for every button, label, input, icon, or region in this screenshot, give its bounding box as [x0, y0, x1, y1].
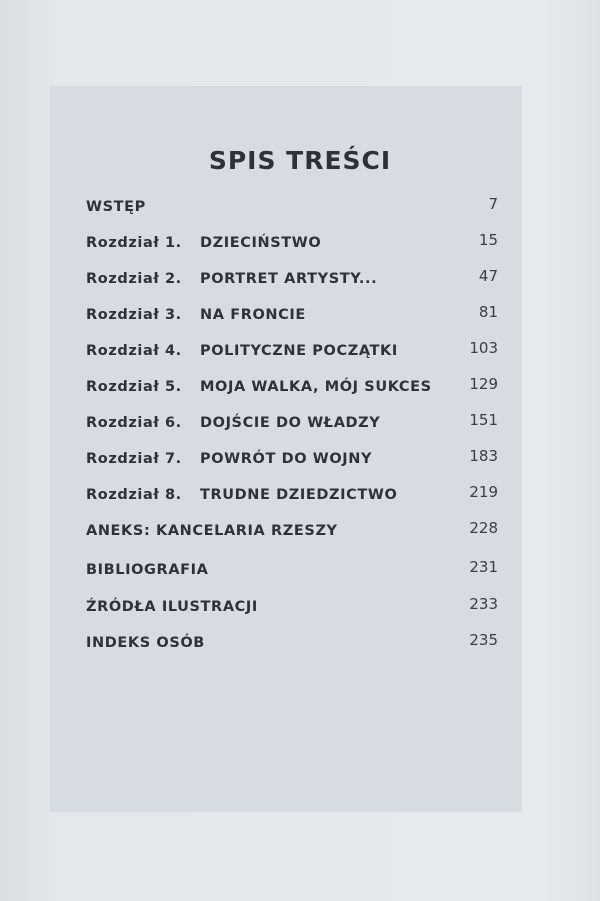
toc-entry [86, 231, 498, 257]
entry-label: Rozdział 3. [86, 307, 182, 323]
chapter-title: MOJA WALKA, MÓJ SUKCES [200, 379, 432, 395]
toc-entry [86, 303, 498, 329]
chapter-title: PORTRET ARTYSTY... [200, 271, 378, 287]
entry-label: Rozdział 2. [86, 271, 182, 287]
toc-entry [86, 595, 498, 621]
entry-label: ANEKS: KANCELARIA RZESZY [86, 523, 338, 539]
page-number: 151 [469, 411, 498, 429]
toc-entry [86, 447, 498, 473]
entry-label: Rozdział 1. [86, 235, 182, 251]
chapter-title: NA FRONCIE [200, 307, 306, 323]
page-number: 129 [469, 375, 498, 393]
entry-label: BIBLIOGRAFIA [86, 562, 209, 578]
chapter-title: DOJŚCIE DO WŁADZY [200, 415, 381, 431]
chapter-title: TRUDNE DZIEDZICTWO [200, 487, 398, 503]
entry-label: Rozdział 8. [86, 487, 182, 503]
page-number: 233 [469, 595, 498, 613]
toc-entry [86, 558, 498, 584]
page-number: 183 [469, 447, 498, 465]
content-panel [50, 86, 522, 812]
chapter-title: POWRÓT DO WOJNY [200, 451, 373, 467]
page-number: 47 [478, 267, 498, 285]
toc-entry [86, 411, 498, 437]
chapter-title: POLITYCZNE POCZĄTKI [200, 343, 398, 359]
toc-entry [86, 519, 498, 545]
toc-entry [86, 375, 498, 401]
page-number: 219 [469, 483, 498, 501]
page-number: 103 [469, 339, 498, 357]
chapter-title: DZIECIŃSTWO [200, 235, 322, 251]
entry-label: Rozdział 6. [86, 415, 182, 431]
page-number: 231 [469, 558, 498, 576]
entry-label: WSTĘP [86, 199, 146, 215]
entry-label: Rozdział 7. [86, 451, 182, 467]
page-title: SPIS TREŚCI [208, 146, 392, 175]
toc-entry [86, 267, 498, 293]
toc-entry [86, 339, 498, 365]
entry-label: INDEKS OSÓB [86, 635, 205, 651]
page-number: 228 [469, 519, 498, 537]
toc-entry [86, 483, 498, 509]
page-number: 7 [488, 195, 498, 213]
entry-label: Rozdział 5. [86, 379, 182, 395]
page-number: 15 [478, 231, 498, 249]
toc-entry [86, 195, 498, 221]
toc-entry [86, 631, 498, 657]
page-number: 235 [469, 631, 498, 649]
entry-label: Rozdział 4. [86, 343, 182, 359]
entry-label: ŹRÓDŁA ILUSTRACJI [86, 599, 258, 615]
page-number: 81 [478, 303, 498, 321]
